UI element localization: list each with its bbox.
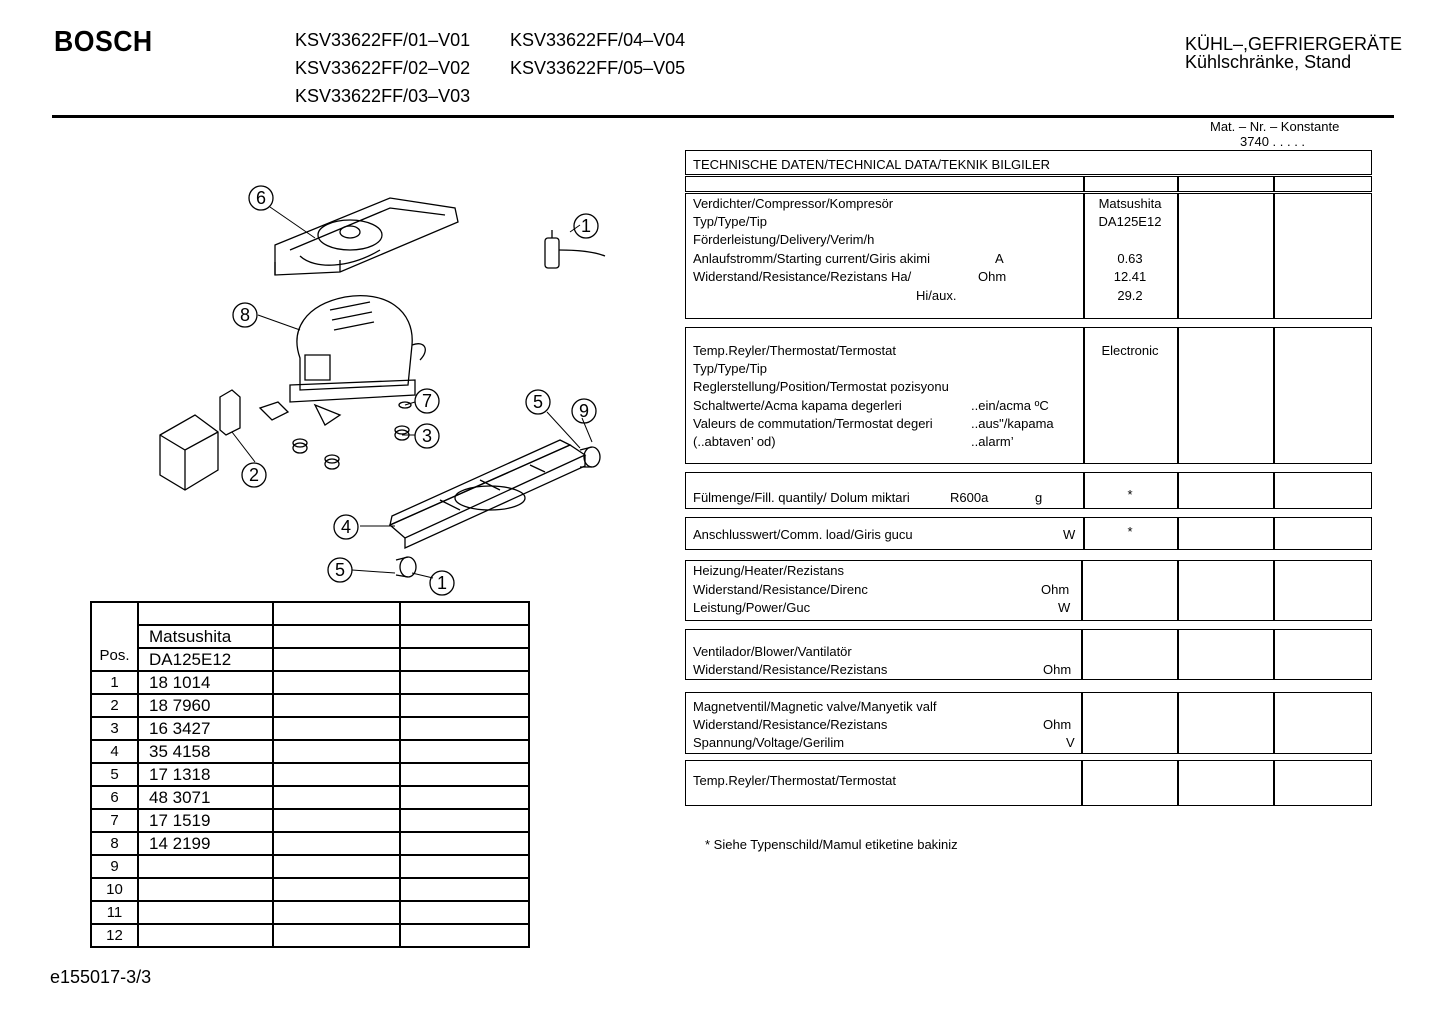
mat-label: Mat. – Nr. – Konstante: [1210, 119, 1340, 134]
compressor-type-label: Typ/Type/Tip: [693, 214, 767, 229]
pos-cell: 7: [91, 809, 138, 832]
load-value: *: [1127, 524, 1133, 539]
part-number: 18 1014: [138, 671, 273, 694]
table-row: [91, 901, 529, 924]
callout-2: [242, 463, 266, 487]
svg-text:3: 3: [421, 426, 433, 446]
parts-table: [90, 601, 530, 948]
part-number: 17 1519: [138, 809, 273, 832]
defrost-label: (..abtaven’ od): [693, 434, 776, 449]
table-row: [91, 648, 529, 671]
table-row: [91, 786, 529, 809]
type-header: DA125E12: [138, 648, 273, 671]
part-number: 16 3427: [138, 717, 273, 740]
thermostat2-label: Temp.Reyler/Thermostat/Termostat: [693, 773, 897, 788]
exploded-diagram: [140, 180, 620, 600]
heater-label: Heizung/Heater/Rezistans: [693, 563, 845, 578]
commutation-label: Valeurs de commutation/Termostat degeri: [693, 416, 933, 431]
thermostat2-section: [685, 760, 1372, 806]
switch-values-label: Schaltwerte/Acma kapama degerleri: [693, 398, 902, 413]
heater-unit-w: W: [1058, 600, 1071, 615]
callout-1-top: [574, 214, 598, 238]
base-plate-part: [390, 440, 585, 548]
compressor-value: Matsushita: [1098, 196, 1162, 211]
delivery-label: Förderleistung/Delivery/Verim/h: [693, 232, 875, 247]
part-number: 18 7960: [138, 694, 273, 717]
part-number: 17 1318: [138, 763, 273, 786]
unit-a: A: [995, 251, 1004, 266]
tech-header-row: [685, 176, 1372, 192]
header-divider: [52, 115, 1394, 118]
svg-text:9: 9: [578, 401, 590, 421]
svg-text:1: 1: [436, 573, 448, 593]
position-label: Reglerstellung/Position/Termostat pozisyonu: [693, 379, 949, 394]
heater-section: [685, 560, 1372, 621]
callout-8: [233, 303, 257, 327]
svg-text:2: 2: [248, 465, 260, 485]
valve-unit-v: V: [1066, 735, 1075, 750]
compressor-label: Verdichter/Compressor/Kompresör: [693, 196, 894, 211]
model-number: KSV33622FF/01–V01: [295, 30, 471, 50]
part-number: 48 3071: [138, 786, 273, 809]
mat-value: 3740 . . . . .: [1240, 134, 1306, 149]
valve-unit-ohm: Ohm: [1043, 717, 1072, 732]
blower-section: [685, 629, 1372, 680]
valve-label: Magnetventil/Magnetic valve/Manyetik valf: [693, 699, 937, 714]
table-row: [91, 878, 529, 901]
svg-text:7: 7: [421, 391, 433, 411]
svg-text:5: 5: [334, 560, 346, 580]
callout-9: [572, 399, 596, 423]
blower-resistance-label: Widerstand/Resistance/Rezistans: [693, 662, 888, 677]
fill-label: Fülmenge/Fill. quantily/ Dolum miktari: [693, 490, 910, 505]
svg-text:6: 6: [255, 188, 267, 208]
load-section: [685, 517, 1372, 550]
thermostat-section: [685, 327, 1372, 464]
roller-parts: [396, 447, 600, 577]
starting-current-label: Anlaufstromm/Starting current/Giris akimi: [693, 251, 930, 266]
table-row: [91, 832, 529, 855]
valve-resistance-label: Widerstand/Resistance/Rezistans: [693, 717, 888, 732]
part-number: [138, 924, 273, 947]
pos-cell: 3: [91, 717, 138, 740]
svg-text:8: 8: [239, 305, 251, 325]
brand-logo: BOSCH: [54, 26, 153, 58]
compressor-part: [290, 296, 425, 425]
blower-label: Ventilador/Blower/Vantilatör: [693, 644, 852, 659]
heater-power-label: Leistung/Power/Guc: [693, 600, 811, 615]
pos-cell: 4: [91, 740, 138, 763]
valve-section: [685, 692, 1372, 754]
thermostat-label: Temp.Reyler/Thermostat/Termostat: [693, 343, 897, 358]
model-number: KSV33622FF/02–V02: [295, 58, 471, 78]
category-title: KÜHL–,GEFRIERGERÄTE: [1185, 34, 1403, 54]
tech-title-box: [685, 150, 1372, 175]
manufacturer-header: Matsushita: [138, 625, 273, 648]
tech-title: TECHNISCHE DATEN/TECHNICAL DATA/TEKNIK BILGILER: [693, 157, 1051, 172]
svg-text:4: 4: [340, 517, 352, 537]
pos-cell: 6: [91, 786, 138, 809]
table-row: [91, 671, 529, 694]
valve-voltage-label: Spannung/Voltage/Gerilim: [693, 735, 845, 750]
compressor-section: [685, 193, 1372, 319]
callout-5: [526, 390, 550, 414]
heater-resistance-label: Widerstand/Resistance/Direnc: [693, 582, 868, 597]
fill-section: [685, 472, 1372, 509]
model-number: KSV33622FF/04–V04: [510, 30, 686, 50]
table-row: [91, 855, 529, 878]
pos-cell: 11: [91, 901, 138, 924]
aux-label: Hi/aux.: [916, 288, 957, 303]
off-suffix: ..aus"/kapama: [971, 416, 1054, 431]
aux-value: 29.2: [1117, 288, 1143, 303]
fill-unit: g: [1035, 490, 1043, 505]
load-label: Anschlusswert/Comm. load/Giris gucu: [693, 527, 913, 542]
part-number: [138, 855, 273, 878]
blower-unit-ohm: Ohm: [1043, 662, 1072, 677]
load-unit: W: [1063, 527, 1076, 542]
svg-text:5: 5: [532, 392, 544, 412]
model-number: KSV33622FF/03–V03: [295, 86, 471, 106]
refrigerant: R600a: [950, 490, 989, 505]
pos-header: Pos.: [91, 602, 138, 671]
callout-1-bottom: [430, 571, 454, 595]
pos-cell: 12: [91, 924, 138, 947]
heater-unit-ohm: Ohm: [1041, 582, 1070, 597]
drip-tray-part: [275, 198, 458, 275]
callout-7: [415, 389, 439, 413]
callout-5-bottom: [328, 558, 352, 582]
fill-value: *: [1127, 487, 1133, 502]
alarm-suffix: ..alarm’: [971, 434, 1014, 449]
part-number: [138, 878, 273, 901]
table-row: [91, 694, 529, 717]
pos-cell: 2: [91, 694, 138, 717]
pos-cell: 10: [91, 878, 138, 901]
capacitor-part: [545, 230, 605, 268]
pos-cell: 8: [91, 832, 138, 855]
relay-part: [160, 390, 288, 490]
document-id: e155017-3/3: [50, 967, 152, 987]
table-row: [91, 809, 529, 832]
pos-cell: 1: [91, 671, 138, 694]
thermostat-type-label: Typ/Type/Tip: [693, 361, 767, 376]
callout-3: [415, 424, 439, 448]
footnote: * Siehe Typenschild/Mamul etiketine bakiniz: [705, 837, 958, 852]
table-row: [91, 924, 529, 947]
resistance-label: Widerstand/Resistance/Rezistans Ha/: [693, 269, 912, 284]
type-value: DA125E12: [1098, 214, 1162, 229]
resistance-value: 12.41: [1113, 269, 1147, 284]
pos-cell: 9: [91, 855, 138, 878]
pos-cell: 5: [91, 763, 138, 786]
unit-ohm: Ohm: [978, 269, 1007, 284]
table-row: [91, 625, 529, 648]
svg-text:1: 1: [580, 216, 592, 236]
table-row: [91, 602, 529, 625]
part-number: 14 2199: [138, 832, 273, 855]
callout-4: [334, 515, 358, 539]
table-row: [91, 740, 529, 763]
model-number: KSV33622FF/05–V05: [510, 58, 686, 78]
on-suffix: ..ein/acma ºC: [971, 398, 1049, 413]
callout-6: [249, 186, 273, 210]
thermostat-value: Electronic: [1101, 343, 1159, 358]
table-row: [91, 717, 529, 740]
category-subtitle: Kühlschränke, Stand: [1185, 52, 1352, 72]
table-row: [91, 763, 529, 786]
part-number: 35 4158: [138, 740, 273, 763]
part-number: [138, 901, 273, 924]
current-value: 0.63: [1117, 251, 1143, 266]
grommet-parts: [293, 402, 411, 469]
